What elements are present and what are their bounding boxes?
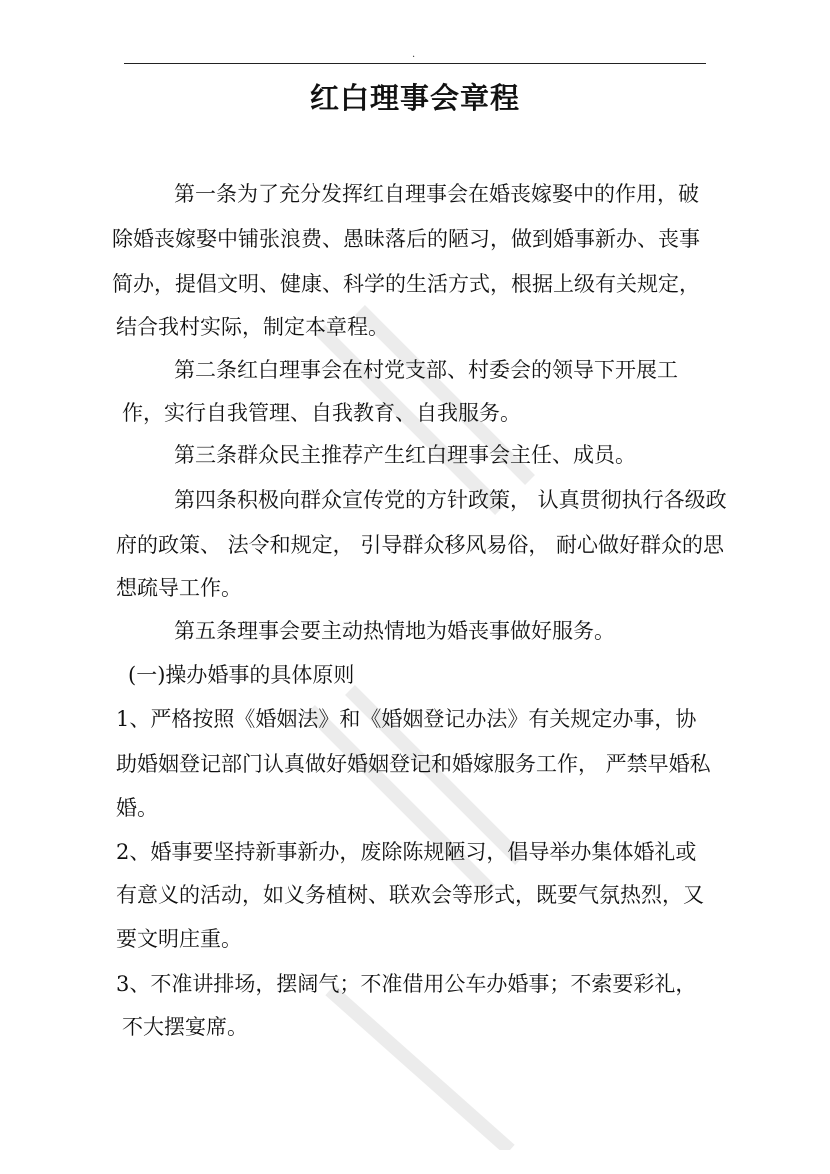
document-title: 红白理事会章程 xyxy=(309,81,520,115)
text-line: 结合我村实际，制定本章程。 xyxy=(116,315,389,339)
text-line: 3、不准讲排场，摆阔气；不准借用公车办婚事；不索要彩礼， xyxy=(116,972,697,996)
text-line: 第四条积极向群众宣传党的方针政策， 认真贯彻执行各级政 xyxy=(174,488,727,512)
text-line: 助婚姻登记部门认真做好婚姻登记和婚嫁服务工作， 严禁早婚私 xyxy=(116,752,711,776)
text-line: 第五条理事会要主动热情地为婚丧事做好服务。 xyxy=(174,619,615,643)
text-line: 1、严格按照《婚姻法》和《婚姻登记办法》有关规定办事，协 xyxy=(116,707,697,731)
text-line: 有意义的活动，如义务植树、联欢会等形式，既要气氛热烈，又 xyxy=(116,883,704,907)
text-line: 简办，提倡文明、健康、科学的生活方式，根据上级有关规定， xyxy=(112,272,700,296)
header-rule xyxy=(124,63,706,64)
header-dot: . xyxy=(412,49,416,60)
text-line: 第三条群众民主推荐产生红白理事会主任、成员。 xyxy=(174,443,636,467)
text-line: 府的政策、 法令和规定， 引导群众移风易俗， 耐心做好群众的思 xyxy=(116,533,725,557)
text-line: 想疏导工作。 xyxy=(116,576,242,600)
section-heading: (一)操办婚事的具体原则 xyxy=(128,663,355,687)
text-line: 要文明庄重。 xyxy=(116,927,242,951)
text-line: 2、婚事要坚持新事新办，废除陈规陋习，倡导举办集体婚礼或 xyxy=(116,840,697,864)
text-line: 第二条红白理事会在村党支部、村委会的领导下开展工 xyxy=(174,358,678,382)
text-line: 第一条为了充分发挥红自理事会在婚丧嫁娶中的作用，破 xyxy=(174,182,699,206)
text-line: 除婚丧嫁娶中铺张浪费、愚昧落后的陋习，做到婚事新办、丧事 xyxy=(112,227,700,251)
text-line: 作，实行自我管理、自我教育、自我服务。 xyxy=(122,401,521,425)
text-line: 不大摆宴席。 xyxy=(122,1015,248,1039)
watermark-stroke xyxy=(330,990,510,1150)
text-line: 婚。 xyxy=(116,796,158,820)
